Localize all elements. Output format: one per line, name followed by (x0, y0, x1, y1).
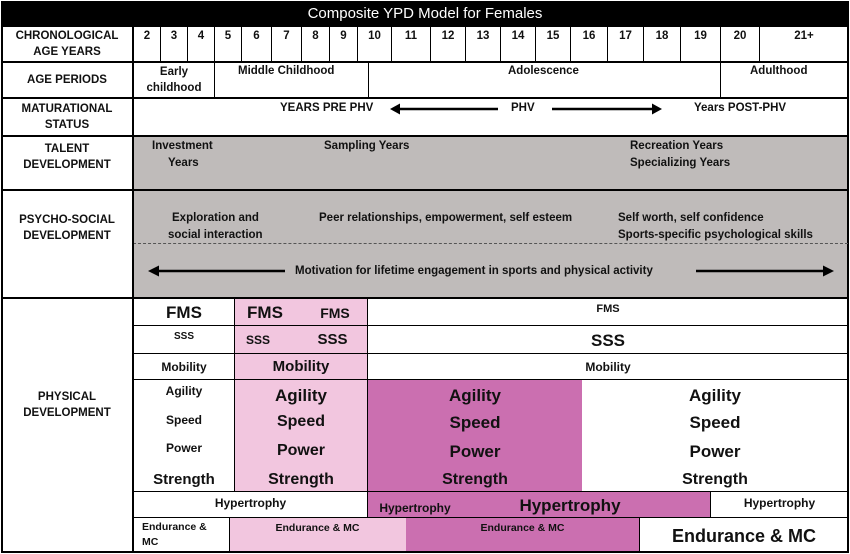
fms-early: FMS (166, 302, 202, 322)
endurance-adolescence: Endurance & MC (480, 522, 565, 534)
period-adolescence: Adolescence (508, 65, 579, 77)
age-cell: 14 (511, 30, 525, 42)
row-label-line: PSYCHO-SOCIAL (19, 214, 115, 226)
age-cell: 19 (694, 30, 707, 42)
speed-middle: Speed (276, 413, 325, 430)
psycho-selfworth-line1: Self worth, self confidence (618, 212, 764, 224)
age-cell: 2 (143, 30, 151, 42)
maturational-pre-phv: YEARS PRE PHV (280, 102, 374, 114)
age-cell: 21+ (794, 30, 814, 42)
age-cell: 6 (253, 30, 260, 42)
psycho-exploration-line1: Exploration and (172, 212, 259, 224)
row-label-line: DEVELOPMENT (23, 159, 111, 171)
fms-middle-large: FMS (247, 302, 283, 322)
endurance-middle: Endurance & MC (275, 522, 360, 534)
mobility-middle: Mobility (272, 358, 330, 375)
age-cell: 15 (546, 30, 560, 42)
endurance-early-line: Endurance & (142, 521, 207, 533)
sss-middle-large: SSS (317, 331, 348, 348)
strength-later: Strength (682, 471, 748, 488)
agility-later: Agility (689, 385, 741, 405)
speed-later: Speed (689, 413, 741, 432)
talent-investment-line2: Years (168, 157, 199, 169)
period-early-childhood (134, 63, 214, 97)
row-label-line: AGE YEARS (33, 46, 101, 58)
mobility-early: Mobility (161, 359, 207, 374)
power-adolescence: Power (449, 442, 501, 461)
psycho-motivation: Motivation for lifetime engagement in sports and physical activity (295, 265, 653, 277)
age-cell: 10 (368, 30, 381, 42)
strength-middle: Strength (268, 471, 334, 488)
age-cell: 11 (404, 30, 418, 42)
age-cell: 3 (170, 30, 178, 42)
maturational-phv: PHV (511, 102, 535, 114)
talent-investment-line1: Investment (152, 140, 213, 152)
period-line: childhood (146, 82, 202, 94)
motivation-arrows (140, 262, 840, 280)
agility-adolescence: Agility (449, 385, 501, 405)
age-cell: 13 (476, 30, 490, 42)
hypertrophy-later: Hypertrophy (743, 496, 816, 510)
fms-later: FMS (596, 303, 620, 315)
power-later: Power (689, 442, 741, 461)
talent-sampling: Sampling Years (324, 140, 410, 152)
age-cell: 4 (197, 30, 205, 42)
age-cell: 18 (655, 30, 669, 42)
age-cell: 5 (224, 30, 232, 42)
psycho-selfworth-line2: Sports-specific psychological skills (618, 229, 813, 241)
hypertrophy-adolescence-small: Hypertrophy (379, 501, 451, 515)
row-label-maturational (2, 99, 132, 135)
psycho-exploration-line2: social interaction (168, 229, 263, 241)
age-cell: 17 (619, 30, 632, 42)
divider (2, 297, 848, 299)
agility-early: Agility (165, 384, 203, 398)
row-label-line: MATURATIONAL (21, 103, 113, 115)
row-label-line: DEVELOPMENT (23, 407, 111, 419)
period-line: Early (159, 66, 189, 78)
age-cell: 8 (312, 30, 319, 42)
speed-early: Speed (165, 413, 202, 427)
psycho-peer: Peer relationships, empowerment, self esteem (319, 212, 573, 224)
talent-specializing: Specializing Years (630, 157, 731, 169)
power-early: Power (165, 441, 202, 455)
hypertrophy-adolescence-large: Hypertrophy (519, 496, 621, 515)
strength-adolescence: Strength (442, 471, 508, 488)
talent-recreation: Recreation Years (630, 140, 724, 152)
hypertrophy-early: Hypertrophy (214, 496, 287, 510)
sss-early: SSS (173, 330, 194, 342)
divider (2, 189, 848, 191)
row-label-line: CHRONOLOGICAL (15, 30, 119, 42)
age-cell: 16 (582, 30, 596, 42)
age-cell: 7 (283, 30, 290, 42)
mobility-later: Mobility (585, 359, 631, 374)
row-label-line: DEVELOPMENT (23, 230, 111, 242)
age-cell: 20 (733, 30, 747, 42)
row-label-physical (2, 385, 132, 425)
period-adulthood: Adulthood (750, 65, 808, 77)
maturational-arrows (380, 100, 680, 118)
page-title: Composite YPD Model for Females (2, 2, 848, 26)
sss-middle-small: SSS (245, 332, 270, 347)
agility-middle: Agility (275, 385, 327, 405)
row-label-line: STATUS (44, 119, 90, 131)
fms-middle-small: FMS (320, 304, 350, 321)
endurance-early (142, 520, 228, 552)
strength-early: Strength (153, 470, 215, 488)
endurance-early-line: MC (142, 536, 159, 548)
row-label-age-periods: AGE PERIODS (27, 74, 107, 86)
period-middle-childhood: Middle Childhood (238, 65, 335, 77)
speed-adolescence: Speed (449, 413, 501, 432)
power-middle: Power (276, 442, 325, 459)
row-label-line: PHYSICAL (37, 391, 97, 403)
endurance-later: Endurance & MC (671, 525, 817, 546)
row-label-line: TALENT (44, 143, 90, 155)
sss-later: SSS (590, 331, 626, 350)
row-label-chronological (2, 27, 132, 61)
divider (368, 62, 369, 97)
physical-row-line (133, 517, 848, 518)
maturational-post-phv: Years POST-PHV (694, 102, 787, 114)
row-label-talent (2, 137, 132, 177)
age-cell: 12 (441, 30, 455, 42)
row-label-psycho-social (2, 208, 132, 248)
age-cell: 9 (340, 30, 347, 42)
